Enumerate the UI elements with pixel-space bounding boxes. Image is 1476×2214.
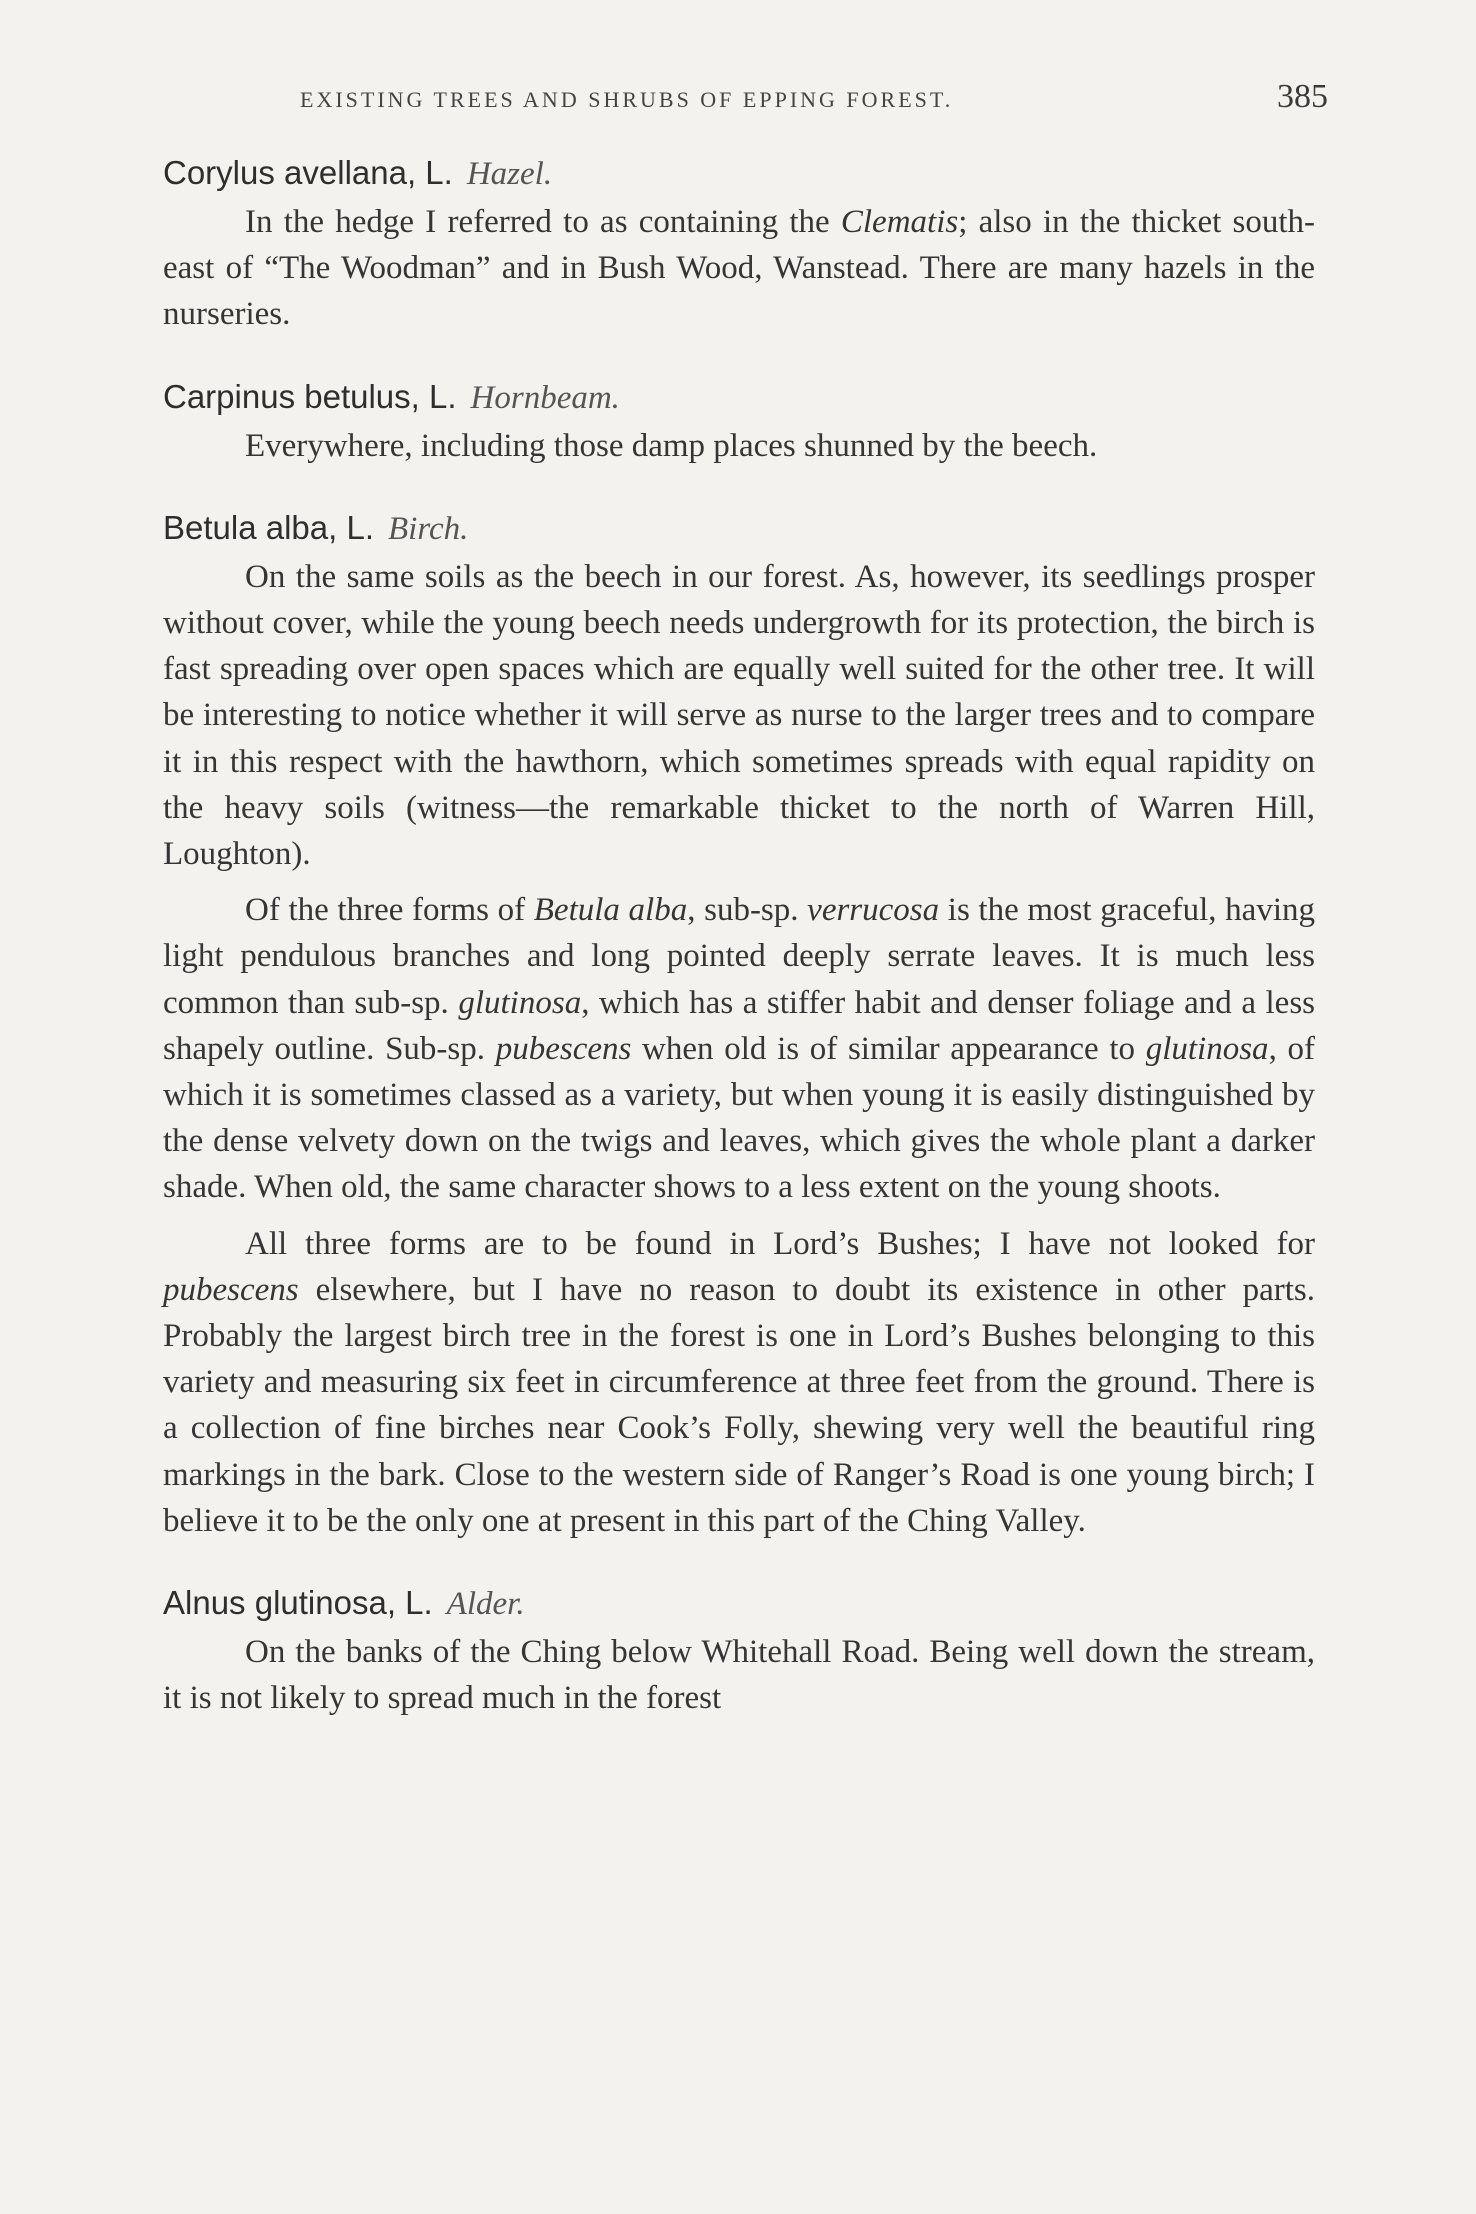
running-head — [300, 78, 1328, 116]
latin-name: Betula alba, L. — [163, 508, 374, 546]
paragraph: All three forms are to be found in Lord’s Bushes; I have not looked for pubescens elsewhere, but I have no reason to doubt its existence in other parts. Probably the largest birch tree in the forest is one in Lord’s Bushes belonging to this variety and measuring six feet in circumference at three feet from the ground. There is a collection of fine birches near Cook’s Folly, shewing very well the beautiful ring markings in the bark. Close to the western side of Ranger’s Road is one young birch; I believe it to be the only one at present in this part of the Ching Valley. — [163, 1225, 1315, 1539]
common-name: Alder. — [446, 1586, 525, 1623]
entry-heading-betula — [163, 503, 1315, 554]
page-number: 385 — [1277, 78, 1328, 115]
entry-heading-corylus — [163, 148, 1315, 199]
latin-name: Alnus glutinosa, L. — [163, 1584, 433, 1622]
paragraph: On the same soils as the beech in our forest. As, however, its seedlings prosper without cover, while the young beech needs undergrowth for its protection, the birch is fast spreading over open spaces which are equally well suited for the other tree. It will be interesting to notice whether it will serve as nurse to the larger trees and to compare it in this respect with the hawthorn, which sometimes spreads with equal rapidity on the heavy soils (witness—the remarkable thicket to the north of Warren Hill, Loughton). — [163, 558, 1315, 873]
paragraph: Of the three forms of Betula alba, sub-sp. verrucosa is the most graceful, having light pendulous branches and long pointed deeply serrate leaves. It is much less common than sub-sp. glutinosa, which has a stiffer habit and denser foliage and a less shapely outline. Sub-sp. pubescens when old is of similar appearance to glutinosa, of which it is sometimes classed as a variety, but when young it is easily distinguished by the dense velvety down on the twigs and leaves, which gives the whole plant a darker shade. When old, the same character shows to a less extent on the young shoots. — [163, 892, 1315, 1206]
latin-name: Corylus avellana, L. — [163, 154, 453, 191]
common-name: Hornbeam. — [470, 379, 620, 416]
entry-heading-alnus — [163, 1578, 1315, 1629]
running-title: EXISTING TREES AND SHRUBS OF EPPING FOREST. — [300, 87, 954, 112]
common-name: Hazel. — [466, 156, 553, 192]
paragraph: In the hedge I referred to as containing the Clematis; also in the thicket south-east of “The Woodman” and in Bush Wood, Wanstead. There are many hazels in the nurseries. — [163, 204, 1315, 333]
common-name: Birch. — [388, 510, 469, 547]
latin-name: Carpinus betulus, L. — [163, 377, 457, 415]
body-text — [163, 148, 1315, 1721]
paragraph: Everywhere, including those damp places shunned by the beech. — [245, 427, 1098, 464]
entry-heading-carpinus — [163, 372, 1315, 423]
paragraph: On the banks of the Ching below Whitehall Road. Being well down the stream, it is not likely to spread much in the forest — [163, 1634, 1315, 1717]
